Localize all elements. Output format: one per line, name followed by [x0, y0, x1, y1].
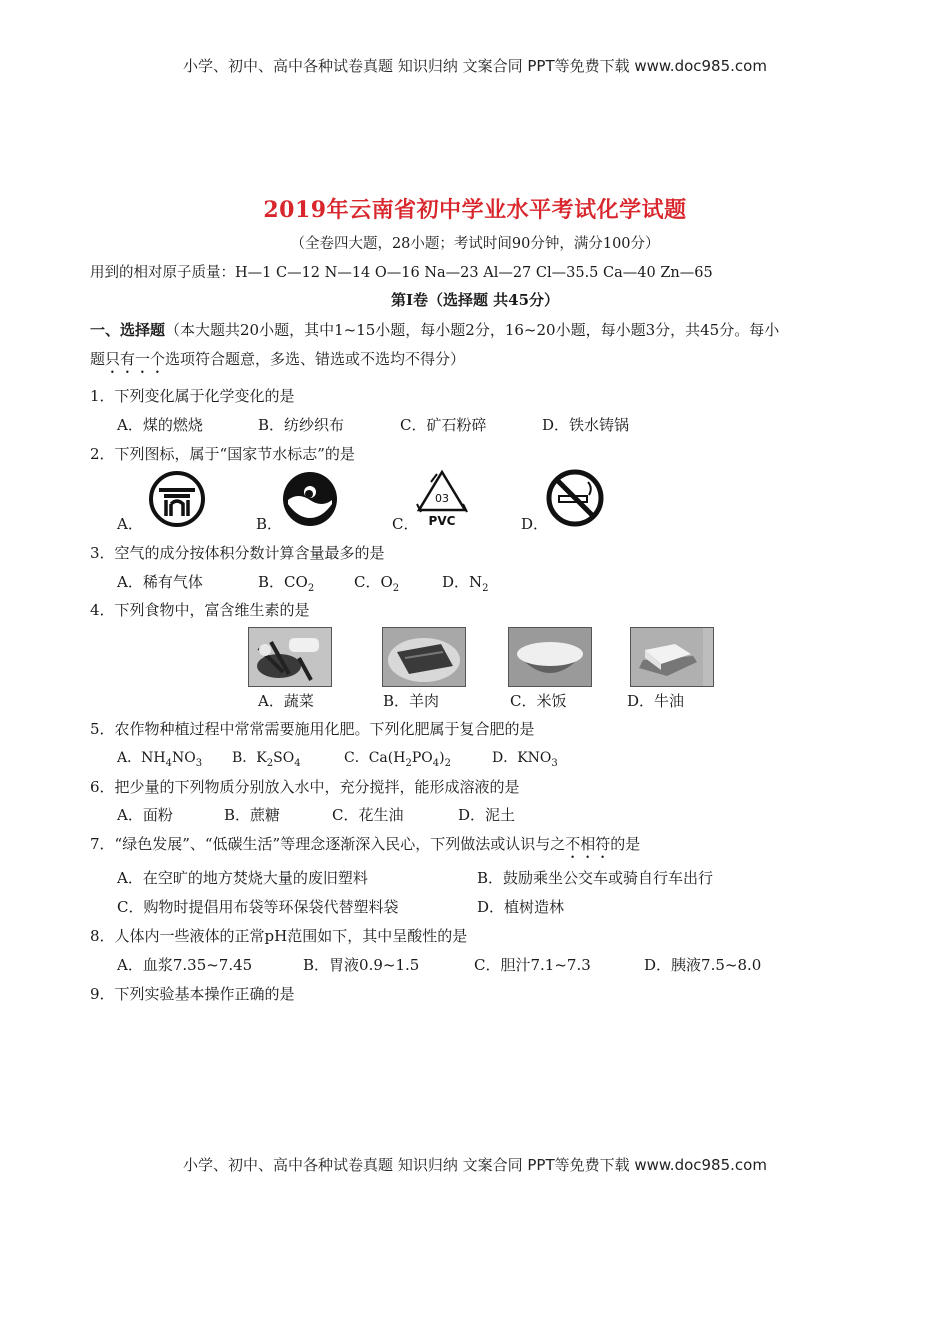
emphasis-not-match: 不相符: [565, 835, 611, 853]
question-4-stem: 4．下列食物中，富含维生素的是: [90, 601, 310, 619]
emphasis-only-one: 只有一个: [105, 350, 166, 368]
vegetables-photo: [248, 627, 332, 687]
q5-option-b: B．$K_2SO_4$: [232, 750, 301, 769]
q1-option-b: B．纺纱织布: [258, 416, 345, 434]
question-7-stem: 7．“绿色发展”、“低碳生活”等理念逐渐深入民心，下列做法或认识与之不相符的是: [90, 835, 641, 853]
part-one-intro-line1: [90, 319, 779, 340]
recycle-label: PVC: [428, 514, 456, 528]
q4-option-a: A．蔬菜: [258, 692, 314, 710]
q2-option-a: A．: [117, 515, 143, 533]
q2-option-c: C．: [392, 515, 419, 533]
mutton-photo: [382, 627, 466, 687]
q7-option-a: A．在空旷的地方焚烧大量的废旧塑料: [117, 869, 368, 887]
q6-option-d: D．泥土: [458, 806, 516, 824]
q2-option-d: D．: [521, 515, 549, 533]
q6-option-a: A．面粉: [117, 806, 173, 824]
part-one-heading: 一、选择题: [90, 321, 166, 339]
q5-option-c: C．$Ca(H_2PO_4)_2$: [344, 750, 451, 769]
q6-option-b: B．蔗糖: [224, 806, 281, 824]
exam-title: 2019年云南省初中学业水平考试化学试题: [263, 197, 687, 223]
emblem-icon: [146, 470, 208, 528]
part-one-intro-line2: [90, 348, 465, 377]
butter-photo: [630, 627, 714, 687]
q3-option-c: C．$O_2$: [354, 573, 400, 594]
question-5-stem: 5．农作物种植过程中常常需要施用化肥。下列化肥属于复合肥的是: [90, 720, 535, 738]
question-1-stem: 1．下列变化属于化学变化的是: [90, 387, 295, 405]
rice-photo: [508, 627, 592, 687]
no-smoking-icon: [545, 468, 605, 528]
q8-option-c: C．胆汁7.1~7.3: [474, 956, 591, 974]
q1-option-d: D．铁水铸锅: [542, 416, 630, 434]
q8-option-b: B．胃液0.9~1.5: [303, 956, 420, 974]
question-9-stem: 9．下列实验基本操作正确的是: [90, 985, 295, 1003]
q5-option-a: A．$NH_4NO_3$: [117, 750, 203, 769]
q7-option-c: C．购物时提倡用布袋等环保袋代替塑料袋: [117, 898, 399, 916]
question-8-stem: 8．人体内一些液体的正常pH范围如下，其中呈酸性的是: [90, 927, 468, 945]
q3-option-d: D．$N_2$: [442, 573, 489, 594]
q3-option-b: B．$CO_2$: [258, 573, 315, 594]
q4-option-b: B．羊肉: [383, 692, 440, 710]
q2-option-b: B．: [256, 515, 283, 533]
exam-subtitle: （全卷四大题，28小题；考试时间90分钟，满分100分）: [290, 236, 660, 252]
q3-option-a: A．稀有气体: [117, 573, 203, 591]
intro-text: 选项符合题意，多选、错选或不选均不得分）: [165, 350, 466, 368]
q7-option-d: D．植树造林: [477, 898, 565, 916]
page-footer: 小学、初中、高中各种试卷真题 知识归纳 文案合同 PPT等免费下载 www.doc985.com: [183, 1156, 767, 1174]
page-header: 小学、初中、高中各种试卷真题 知识归纳 文案合同 PPT等免费下载 www.doc985.com: [183, 57, 767, 75]
part-one-intro: （本大题共20小题，其中1~15小题，每小题2分，16~20小题，每小题3分，共45分。每小: [165, 321, 780, 339]
atomic-masses: 用到的相对原子质量：H—1 C—12 N—14 O—16 Na—23 Al—27 Cl—35.5 Ca—40 Zn—65: [90, 265, 713, 281]
intro-text: 题: [90, 350, 106, 368]
q1-option-a: A．煤的燃烧: [117, 416, 203, 434]
recycle-number: 03: [435, 492, 449, 505]
water-saving-icon: [278, 470, 342, 528]
q1-option-c: C．矿石粉碎: [400, 416, 487, 434]
question-6-stem: 6．把少量的下列物质分别放入水中，充分搅拌，能形成溶液的是: [90, 778, 520, 796]
q6-option-c: C．花生油: [332, 806, 404, 824]
q4-option-c: C．米饭: [510, 692, 567, 710]
q5-option-d: D．$KNO_3$: [492, 750, 558, 769]
section-title: 第Ⅰ卷（选择题 共45分）: [390, 291, 560, 309]
q7-option-b: B．鼓励乘坐公交车或骑自行车出行: [477, 869, 714, 887]
q8-option-a: A．血浆7.35~7.45: [117, 956, 253, 974]
recycle-pvc-icon: [413, 468, 471, 528]
q8-option-d: D．胰液7.5~8.0: [644, 956, 762, 974]
q4-option-d: D．牛油: [627, 692, 685, 710]
question-2-stem: 2．下列图标，属于“国家节水标志”的是: [90, 445, 355, 463]
question-3-stem: 3．空气的成分按体积分数计算含量最多的是: [90, 544, 385, 562]
